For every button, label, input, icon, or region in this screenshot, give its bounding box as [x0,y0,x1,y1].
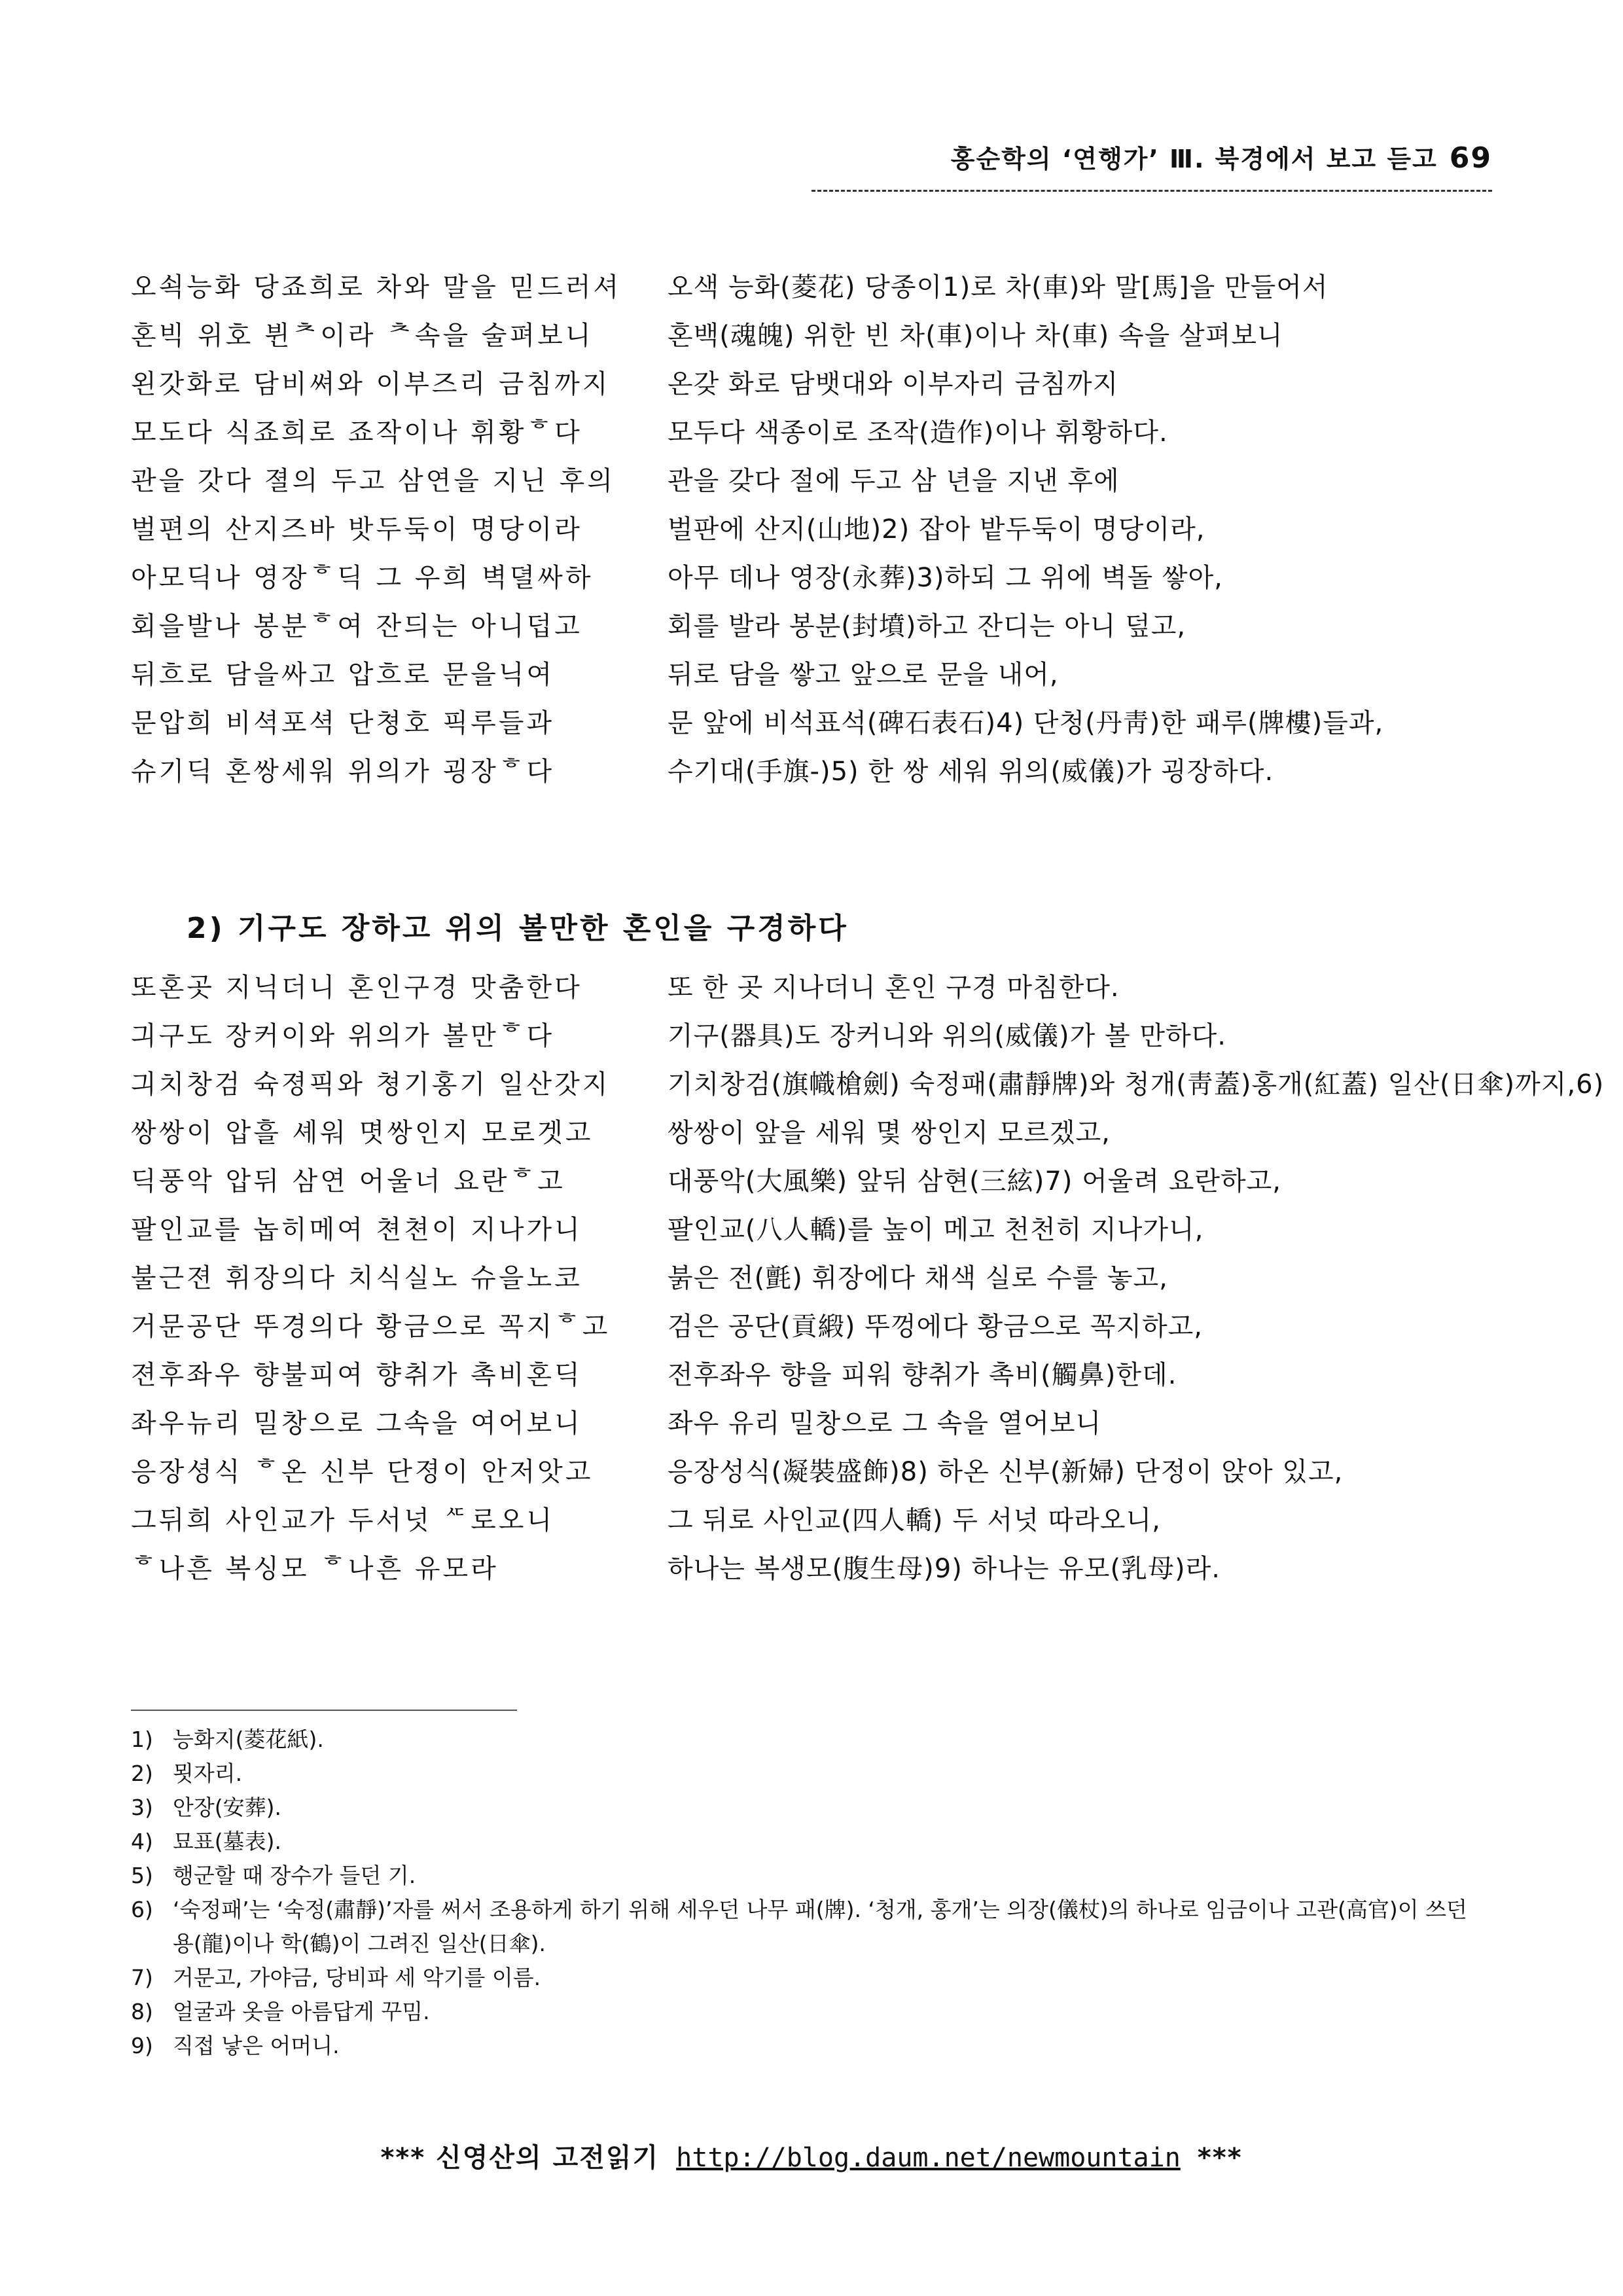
verse-line [131,1060,1605,1109]
footnote-text: 안장(安葬). [173,1795,281,1820]
verse-original-text: 슈기딕 혼쌍세워 위의가 굉장ᄒ다 [131,757,555,787]
verse-modern-text: 팔인교(八人轎)를 높이 메고 천천히 지나가니, [668,1215,1204,1245]
verse-modern-text: 온갖 화로 담뱃대와 이부자리 금침까지 [668,369,1119,399]
footnote-text: 거문고, 가야금, 당비파 세 악기를 이름. [173,1965,541,1990]
footnote [131,1995,1492,2029]
verse-line [131,1157,1492,1206]
verse-modern-text: 관을 갖다 절에 두고 삼 년을 지낸 후에 [668,466,1120,496]
verse-modern-text: 검은 공단(貢緞) 뚜껑에다 황금으로 꼭지하고, [668,1312,1204,1342]
verse-modern-text: 붉은 전(氈) 휘장에다 채색 실로 수를 놓고, [668,1263,1168,1293]
verse-original-text: 회을발나 봉분ᄒ여 잔듸는 아니덥고 [131,611,582,641]
verse-modern-text: 대풍악(大風樂) 앞뒤 삼현(三絃)7) 어울려 요란하고, [668,1166,1282,1196]
verse-original-text: 뒤흐로 담을싸고 압흐로 문을닉여 [131,660,555,690]
verse-original-text: 문압희 비셕포셕 단쳥호 픽루들과 [131,708,555,738]
verse-modern-text: 또 한 곳 지나더니 혼인 구경 마침한다. [668,973,1120,1003]
verse-original-text: ᄒ나흔 복싱모 ᄒ나흔 유모라 [131,1554,499,1584]
footnote-text: 직접 낳은 어머니. [173,2033,340,2058]
footnote-text: 능화지(菱花紙). [173,1727,324,1752]
verse-original-text: 벌편의 산지즈바 밧두둑이 명당이라 [131,514,582,545]
verse-modern-text: 쌍쌍이 앞을 세워 몇 쌍인지 모르겠고, [668,1118,1111,1148]
verse-modern-text: 전후좌우 향을 피워 향취가 촉비(觸鼻)한데. [668,1360,1177,1390]
verse-line [131,1448,1492,1496]
verse-original-text: 또혼곳 지닉더니 혼인구경 맛춤한다 [131,973,582,1003]
footnote-number: 5) [131,1863,153,1888]
verse-modern-text: 회를 발라 봉분(封墳)하고 잔디는 아니 덮고, [668,611,1186,641]
footnote [131,1825,1492,1859]
verse-modern-text: 수기대(手旗-)5) 한 쌍 세워 위의(威儀)가 굉장하다. [668,757,1274,787]
verse-line [131,1109,1492,1157]
verse-line [131,554,1492,602]
footer-suffix: *** [1197,2143,1243,2173]
verse-original-text: 그뒤희 사인교가 두서넛 ᄯ로오니 [131,1505,555,1535]
verse-modern-text: 벌판에 산지(山地)2) 잡아 밭두둑이 명당이라, [668,514,1205,545]
footnote-number: 9) [131,2033,153,2058]
verse-modern-text: 기치창검(旗幟槍劍) 숙정패(肅靜牌)와 청개(靑蓋)홍개(紅蓋) 일산(日傘)까지,6) [668,1069,1605,1100]
verse-original-text: 관을 갓다 졀의 두고 삼연을 지닌 후의 [131,466,615,496]
verse-original-text: 쌍쌍이 압흘 셰워 몃쌍인지 모로겟고 [131,1118,594,1148]
verse-original-text: 팔인교를 놉히메여 쳔쳔이 지나가니 [131,1215,582,1245]
footnote-rule [131,1710,517,1711]
verse-line [131,1351,1492,1399]
footnote [131,1961,1492,1995]
footnote-number: 3) [131,1795,153,1820]
verse-modern-text: 오색 능화(菱花) 당종이1)로 차(車)와 말[馬]을 만들어서 [668,272,1329,302]
verse-modern-text: 모두다 색종이로 조작(造作)이나 휘황하다. [668,418,1168,448]
page-footer [0,2137,1623,2174]
section-heading: 2) 기구도 장하고 위의 볼만한 혼인을 구경하다 [187,912,849,945]
verse-original-text: 아모딕나 영장ᄒ딕 그 우희 벽뎔싸하 [131,563,594,593]
verse-original-text: 딕풍악 압뒤 삼연 어울너 요란ᄒ고 [131,1166,565,1196]
verse-original-text: 젼후좌우 향불피여 향취가 촉비혼딕 [131,1360,582,1390]
verse-original-text: 모도다 식죠희로 죠작이나 휘황ᄒ다 [131,418,582,448]
footnote [131,1791,1492,1825]
footnote [131,1757,1492,1791]
verse-line [131,263,1492,312]
footnote-text: 얼굴과 옷을 아름답게 꾸밈. [173,1999,430,2024]
footnote-number: 6) [131,1897,153,1922]
verse-original-text: 긔구도 장커이와 위의가 볼만ᄒ다 [131,1021,555,1051]
header-dashed-rule [812,190,1492,192]
footnote [131,1723,1492,1757]
verse-modern-text: 응장성식(凝裝盛飾)8) 하온 신부(新婦) 단정이 앉아 있고, [668,1457,1344,1487]
verse-original-text: 오쇡능화 당죠희로 차와 말을 믿드러셔 [131,272,622,302]
verse-line [131,1012,1492,1060]
verse-modern-text: 좌우 유리 밀창으로 그 속을 열어보니 [668,1408,1102,1439]
verse-modern-text: 문 앞에 비석표석(碑石表石)4) 단청(丹靑)한 패루(牌樓)들과, [668,708,1384,738]
footer-prefix: *** 신영산의 고전읽기 [380,2143,660,2173]
verse-line [131,651,1492,699]
running-header [812,139,1492,175]
verse-line [131,457,1492,505]
footnote-text: 행군할 때 장수가 들던 기. [173,1863,416,1888]
verse-original-text: 거문공단 뚜경의다 황금으로 꼭지ᄒ고 [131,1312,611,1342]
header-title: 홍순학의 ‘연행가’ Ⅲ. 북경에서 보고 듣고 [950,145,1438,173]
footnote-number: 8) [131,1999,153,2024]
verse-modern-text: 아무 데나 영장(永葬)3)하되 그 위에 벽돌 쌓아, [668,563,1223,593]
verse-modern-text: 하나는 복생모(腹生母)9) 하나는 유모(乳母)라. [668,1554,1221,1584]
verse-line [131,1545,1492,1593]
footer-link[interactable]: http://blog.daum.net/newmountain [676,2143,1181,2173]
verse-line [131,360,1492,408]
verse-original-text: 긔치창검 슉졍픽와 쳥기홍기 일산갓지 [131,1069,611,1100]
verse-modern-text: 기구(器具)도 장커니와 위의(威儀)가 볼 만하다. [668,1021,1226,1051]
footnote-number: 2) [131,1761,153,1786]
verse-original-text: 혼빅 위호 뷘ᄎ이라 ᄎ속을 술펴보니 [131,321,594,351]
footnote [131,2029,1492,2063]
footnote-number: 7) [131,1965,153,1990]
verse-line [131,1206,1492,1254]
verse-line [131,408,1492,457]
footnote [131,1859,1492,1893]
verse-line [131,1399,1492,1448]
footnote [131,1893,1492,1961]
verse-original-text: 좌우뉴리 밀창으로 그속을 여어보니 [131,1408,582,1439]
verse-line [131,312,1492,360]
verse-section-1 [131,263,1492,796]
verse-line [131,505,1492,554]
page-number: 69 [1449,141,1492,175]
verse-line [131,747,1492,796]
verse-original-text: 응장셩식 ᄒ온 신부 단졍이 안저앗고 [131,1457,594,1487]
verse-line [131,1496,1492,1545]
footnote-number: 4) [131,1829,153,1854]
footnote-text: 묏자리. [173,1761,243,1786]
verse-line [131,602,1492,651]
verse-original-text: 왼갓화로 담비쎠와 이부즈리 금침까지 [131,369,611,399]
verse-modern-text: 그 뒤로 사인교(四人轎) 두 서넛 따라오니, [668,1505,1161,1535]
verse-section-2 [131,963,1605,1593]
footnote-text: ‘숙정패’는 ‘숙정(肅靜)’자를 써서 조용하게 하기 위해 세우던 나무 패(牌). ‘청개, 홍개’는 의장(儀杖)의 하나로 임금이나 고관(高官)이 쓰던 용(龍)이나 학(鶴)이 그려진 일산(日傘). [173,1897,1467,1956]
verse-modern-text: 혼백(魂魄) 위한 빈 차(車)이나 차(車) 속을 살펴보니 [668,321,1283,351]
verse-line [131,699,1492,747]
verse-line [131,1302,1492,1351]
footnotes [131,1723,1492,2063]
verse-line [131,963,1492,1012]
footnote-text: 묘표(墓表). [173,1829,281,1854]
verse-modern-text: 뒤로 담을 쌓고 앞으로 문을 내어, [668,660,1059,690]
footnote-number: 1) [131,1727,153,1752]
verse-original-text: 불근젼 휘장의다 치식실노 슈을노코 [131,1263,582,1293]
verse-line [131,1254,1492,1302]
